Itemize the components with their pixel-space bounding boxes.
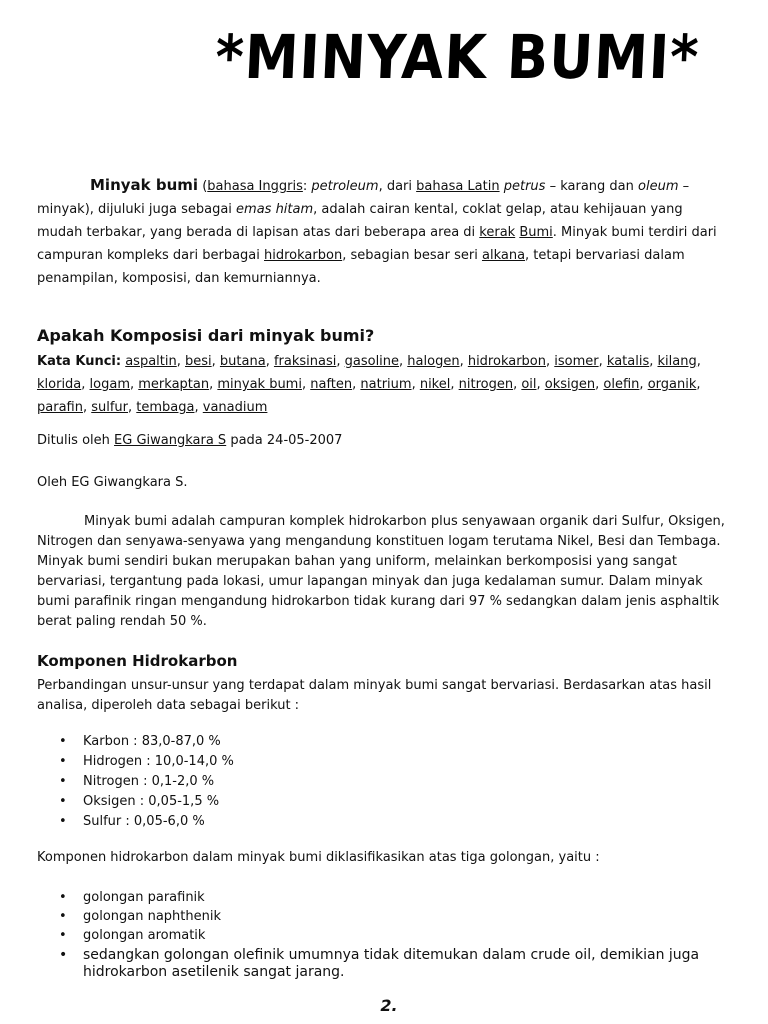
keyword-separator: , — [639, 377, 648, 392]
keyword-link[interactable]: nikel — [419, 377, 451, 392]
byline-date: pada 24-05-2007 — [226, 433, 343, 448]
list-item-text: Karbon : 83,0-87,0 % — [83, 734, 221, 749]
keyword-separator: , — [450, 377, 459, 392]
keyword-separator: , — [82, 400, 92, 415]
body-paragraph — [37, 512, 727, 632]
list-item-text: sedangkan golongan olefinik umumnya tidak ditemukan dalam crude oil, demikian juga hidrokarbon asetilenik sangat jarang. — [83, 947, 700, 980]
keyword-link[interactable]: organik — [647, 377, 697, 392]
group-list — [37, 888, 727, 981]
intro-paragraph — [37, 174, 727, 290]
keyword-separator: , — [176, 354, 186, 369]
keyword-link[interactable]: halogen — [407, 354, 460, 369]
keyword-separator: , — [336, 354, 345, 369]
list-item-text: Nitrogen : 0,1-2,0 % — [83, 774, 215, 789]
term-petrus: petrus — [503, 179, 546, 194]
byline — [37, 433, 342, 448]
keyword-separator: , — [595, 377, 604, 392]
bullet-icon: • — [59, 774, 67, 789]
element-list — [37, 732, 727, 832]
section-heading-komposisi: Apakah Komposisi dari minyak bumi? — [37, 326, 375, 345]
keyword-separator: , — [696, 377, 701, 392]
keyword-separator: , — [546, 354, 555, 369]
keyword-separator: , — [399, 354, 408, 369]
link-bahasa-latin[interactable]: bahasa Latin — [416, 179, 500, 194]
link-bumi[interactable]: Bumi — [519, 225, 553, 240]
list-item — [37, 752, 727, 772]
bullet-icon: • — [59, 928, 67, 943]
list-item-text: golongan parafinik — [83, 890, 205, 905]
list-item — [37, 926, 727, 945]
intro-text: – karang dan — [545, 179, 639, 194]
list-item — [37, 947, 727, 981]
list-item — [37, 792, 727, 812]
link-alkana[interactable]: alkana — [481, 248, 526, 263]
keyword-link[interactable]: natrium — [360, 377, 412, 392]
keyword-link[interactable]: gasoline — [344, 354, 400, 369]
byline-prefix: Ditulis oleh — [37, 433, 115, 448]
list-item-text: Oksigen : 0,05-1,5 % — [83, 794, 220, 809]
keyword-link[interactable]: katalis — [606, 354, 650, 369]
keyword-separator: , — [128, 400, 137, 415]
classification-intro: Komponen hidrokarbon dalam minyak bumi diklasifikasikan atas tiga golongan, yaitu : — [37, 850, 600, 865]
keyword-link[interactable]: aspaltin — [125, 354, 177, 369]
keyword-link[interactable]: tembaga — [136, 400, 195, 415]
keyword-link[interactable]: parafin — [37, 400, 83, 415]
intro-text: – minyak), dijuluki juga sebagai — [37, 179, 690, 217]
term-oleum: oleum — [638, 179, 679, 194]
link-kerak[interactable]: kerak — [479, 225, 516, 240]
keyword-separator: , — [352, 377, 361, 392]
keyword-link[interactable]: fraksinasi — [273, 354, 337, 369]
page-number: 2. — [380, 996, 398, 1015]
keyword-separator: , — [513, 377, 522, 392]
keyword-separator: , — [130, 377, 139, 392]
list-item-text: Hidrogen : 10,0-14,0 % — [83, 754, 234, 769]
keyword-link[interactable]: oksigen — [544, 377, 596, 392]
body-paragraph-text: Minyak bumi adalah campuran komplek hidrokarbon plus senyawaan organik dari Sulfur, Oksigen, Nitrogen dan senyawa-senyawa yang mengandung konstituen logam terutama Nikel, Besi dan Tembaga. Minyak bumi sendiri bukan merupakan bahan yang uniform, melainkan berkomposisi yang sangat bervariasi, tergantung pada lokasi, umur lapangan minyak dan juga kedalaman sumur. Dalam minyak bumi parafinik ringan mengandung hidrokarbon tidak kurang dari 97 % sedangkan dalam jenis asphaltik berat paling rendah 50 %. — [37, 514, 725, 629]
keyword-separator: , — [194, 400, 203, 415]
keyword-separator: , — [598, 354, 607, 369]
bullet-icon: • — [59, 754, 67, 769]
keyword-separator: , — [211, 354, 220, 369]
list-item-text: golongan naphthenik — [83, 909, 222, 924]
keywords — [37, 350, 727, 419]
bullet-icon: • — [59, 814, 67, 829]
keyword-separator: , — [696, 354, 701, 369]
keyword-separator: , — [301, 377, 311, 392]
list-item — [37, 732, 727, 752]
keyword-link[interactable]: isomer — [554, 354, 599, 369]
intro-text: : — [302, 179, 312, 194]
keyword-list — [37, 354, 701, 415]
keyword-separator: , — [459, 354, 468, 369]
intro-text: , dari — [378, 179, 417, 194]
keyword-separator: , — [265, 354, 274, 369]
keyword-link[interactable]: kilang — [657, 354, 697, 369]
komponen-intro: Perbandingan unsur-unsur yang terdapat dalam minyak bumi sangat bervariasi. Berdasarkan atas hasil analisa, diperoleh data sebagai berikut : — [37, 678, 712, 713]
link-hidrokarbon[interactable]: hidrokarbon — [264, 248, 343, 263]
keyword-link[interactable]: hidrokarbon — [467, 354, 546, 369]
keywords-label: Kata Kunci: — [37, 354, 122, 369]
bullet-icon: • — [59, 734, 67, 749]
keyword-link[interactable]: minyak bumi — [217, 377, 302, 392]
intro-lead: Minyak bumi — [90, 176, 199, 194]
keyword-link[interactable]: oil — [521, 377, 537, 392]
keyword-separator: , — [209, 377, 218, 392]
list-item-text: golongan aromatik — [83, 928, 206, 943]
keyword-separator: , — [536, 377, 545, 392]
section-heading-komponen: Komponen Hidrokarbon — [37, 652, 238, 670]
list-item — [37, 888, 727, 907]
author-link[interactable]: EG Giwangkara S — [114, 433, 227, 448]
keyword-link[interactable]: nitrogen — [458, 377, 514, 392]
author-line: Oleh EG Giwangkara S. — [37, 475, 188, 490]
keyword-link[interactable]: sulfur — [91, 400, 129, 415]
intro-text: , tetapi bervariasi dalam penampilan, komposisi, dan kemurniannya. — [37, 248, 685, 286]
bullet-icon: • — [59, 947, 68, 963]
keyword-separator: , — [411, 377, 420, 392]
keyword-link[interactable]: vanadium — [202, 400, 268, 415]
intro-text: ( — [202, 179, 208, 194]
keyword-separator: , — [81, 377, 90, 392]
keyword-link[interactable]: naften — [310, 377, 353, 392]
list-item — [37, 772, 727, 792]
list-item-text: Sulfur : 0,05-6,0 % — [83, 814, 205, 829]
bullet-icon: • — [59, 890, 67, 905]
intro-text: . Minyak bumi terdiri dari campuran kompleks dari berbagai — [37, 225, 717, 263]
term-emas-hitam: emas hitam — [236, 202, 314, 217]
keyword-link[interactable]: merkaptan — [138, 377, 210, 392]
list-item — [37, 907, 727, 926]
link-bahasa-inggris[interactable]: bahasa Inggris — [207, 179, 303, 194]
bullet-icon: • — [59, 794, 67, 809]
list-item — [37, 812, 727, 832]
keyword-separator: , — [649, 354, 658, 369]
keyword-link[interactable]: besi — [185, 354, 212, 369]
term-petroleum: petroleum — [311, 179, 379, 194]
keyword-link[interactable]: olefin — [603, 377, 640, 392]
keyword-link[interactable]: klorida — [37, 377, 82, 392]
intro-text: , sebagian besar seri — [342, 248, 482, 263]
page-title: *MINYAK BUMI* — [213, 22, 701, 93]
keyword-link[interactable]: butana — [219, 354, 266, 369]
intro-text: , adalah cairan kental, coklat gelap, atau kehijauan yang mudah terbakar, yang berada di lapisan atas dari beberapa area di — [37, 202, 683, 240]
bullet-icon: • — [59, 909, 67, 924]
keyword-link[interactable]: logam — [89, 377, 130, 392]
